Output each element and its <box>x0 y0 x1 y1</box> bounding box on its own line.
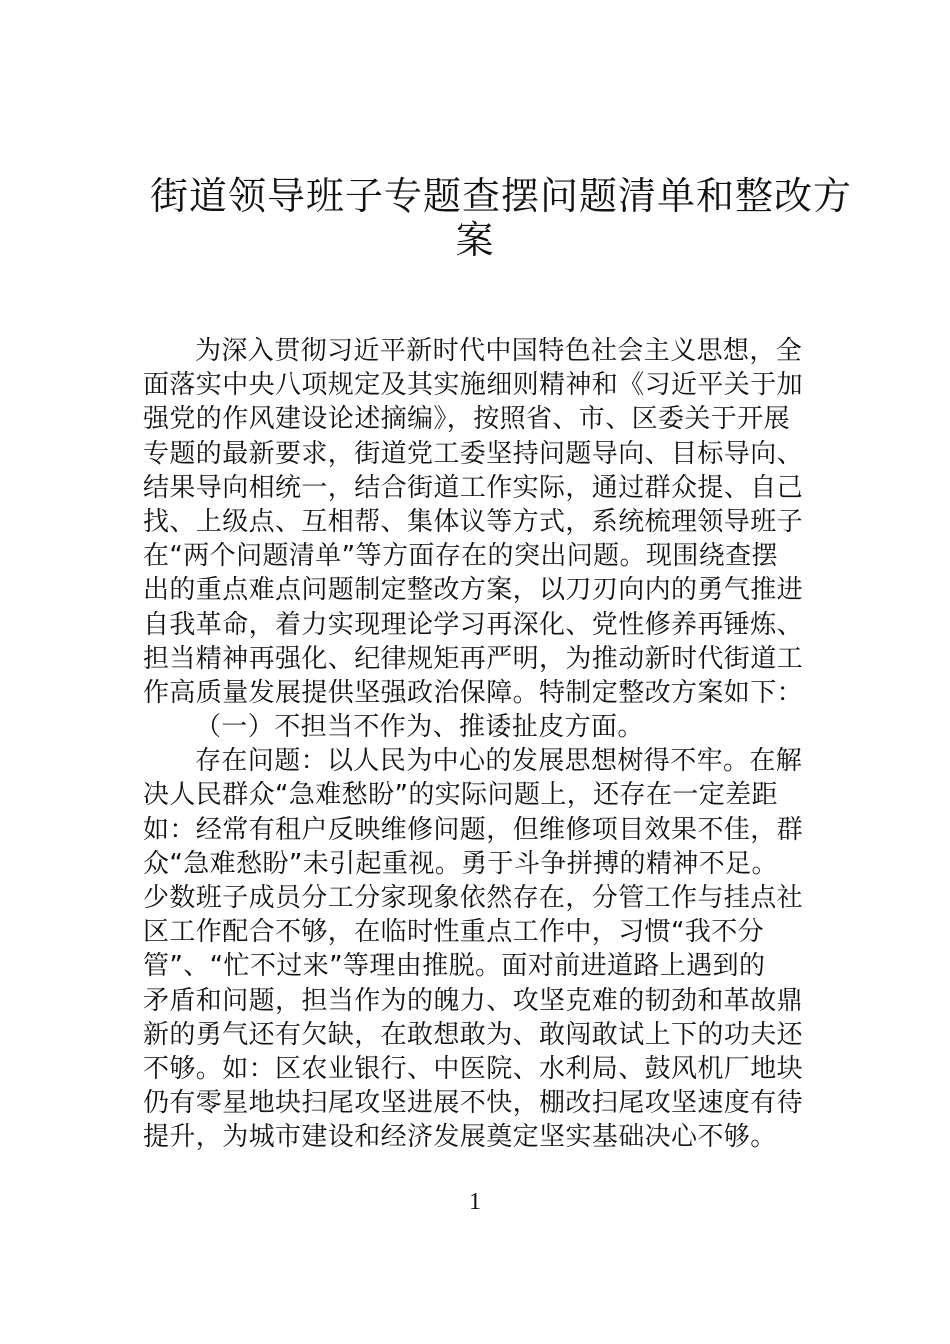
body-line: 专题的最新要求，街道党工委坚持问题导向、目标导向、 <box>143 438 804 469</box>
body-line: 作高质量发展提供坚强政治保障。特制定整改方案如下： <box>143 677 804 708</box>
body-line: 不够。如：区农业银行、中医院、水利局、鼓风机厂地块 <box>143 1053 804 1084</box>
page-number: 1 <box>469 1189 481 1215</box>
body-line: 存在问题：以人民为中心的发展思想树得不牢。在解 <box>195 746 803 777</box>
body-line: 区工作配合不够，在临时性重点工作中，习惯“我不分 <box>143 917 765 948</box>
body-line: 面落实中央八项规定及其实施细则精神和《习近平关于加 <box>143 370 804 401</box>
body-line: 强党的作风建设论述摘编》，按照省、市、区委关于开展 <box>143 404 791 435</box>
body-line: 在“两个问题清单”等方面存在的突出问题。现围绕查摆 <box>143 541 778 572</box>
body-line: 结果导向相统一，结合街道工作实际，通过群众提、自己 <box>143 472 804 503</box>
body-line: 众“急难愁盼”未引起重视。勇于斗争拼搏的精神不足。 <box>143 848 778 879</box>
body-line: 如：经常有租户反映维修问题，但维修项目效果不佳，群 <box>143 814 804 845</box>
body-line: 提升，为城市建设和经济发展奠定坚实基础决心不够。 <box>143 1122 777 1153</box>
document-title-line-2: 案 <box>455 218 495 262</box>
body-line: 找、上级点、互相帮、集体议等方式，系统梳理领导班子 <box>143 506 804 537</box>
body-line: 出的重点难点问题制定整改方案，以刀刃向内的勇气推进 <box>143 575 804 606</box>
document-title-line-1: 街道领导班子专题查摆问题清单和整改方 <box>150 174 853 218</box>
document-body <box>143 334 813 1155</box>
body-line: 仍有零星地块扫尾攻坚进展不快，棚改扫尾攻坚速度有待 <box>143 1088 804 1119</box>
body-line: 自我革命，着力实现理论学习再深化、党性修养再锤炼、 <box>143 609 804 640</box>
body-line: 决人民群众“急难愁盼”的实际问题上，还存在一定差距 <box>143 780 778 811</box>
body-line: 担当精神再强化、纪律规矩再严明，为推动新时代街道工 <box>143 643 804 674</box>
section-heading: （一）不担当不作为、推诿扯皮方面。 <box>195 712 644 743</box>
body-line: 管”、“忙不过来”等理由推脱。面对前进道路上遇到的 <box>143 951 766 982</box>
body-line: 新的勇气还有欠缺，在敢想敢为、敢闯敢试上下的功夫还 <box>143 1019 804 1050</box>
body-line: 矛盾和问题，担当作为的魄力、攻坚克难的韧劲和革故鼎 <box>143 985 804 1016</box>
body-line: 少数班子成员分工分家现象依然存在，分管工作与挂点社 <box>143 883 804 913</box>
body-line: 为深入贯彻习近平新时代中国特色社会主义思想，全 <box>195 336 803 366</box>
